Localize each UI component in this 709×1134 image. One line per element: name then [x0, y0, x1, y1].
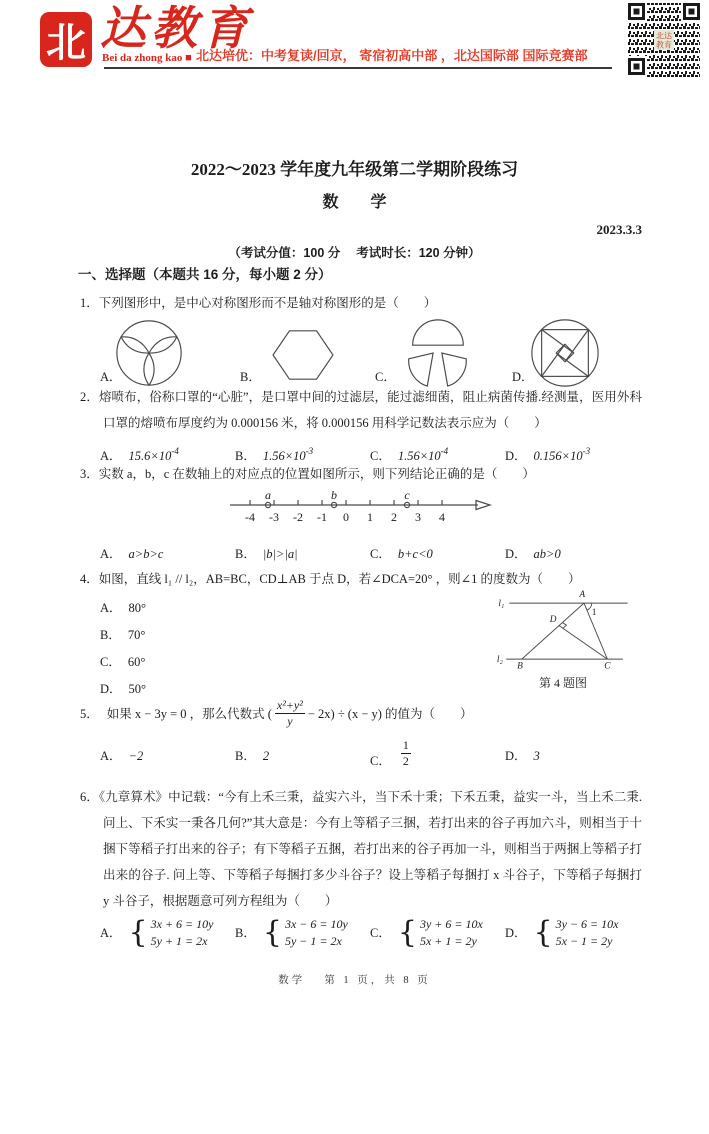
svg-text:4: 4 — [439, 510, 445, 524]
svg-text:b: b — [331, 488, 337, 502]
brand-seal-logo — [40, 12, 92, 67]
question-6-stem: 6．《九章算术》中记载：“今有上禾三秉，益实六斗，当下禾十秉；下禾五秉，益实一斗，当上禾二秉. 问上、下禾实一秉各几何?”其大意是：今有上等稻子三捆，若打出来的谷子再加六斗，则相当于十捆下等稻子打出来的谷子；有下等稻子五捆，若打出来的谷子再加一斗，则相当于两捆上等稻子打出来的谷子. 问上等、下等稻子每捆打多少斗谷子？设上等稻子每捆打 x 斗谷子，下等稻子每捆打 y 斗谷子，根据题意可列方程组为（ ） — [80, 790, 642, 908]
paper-title: 2022～2023 学年度九年级第二学期阶段练习 — [190, 160, 519, 179]
question-number: 1． — [80, 296, 99, 310]
question-number: 5． — [80, 706, 99, 721]
seal-character: 北 — [46, 19, 86, 66]
question-1-stem: 1．下列图形中，是中心对称图形而不是轴对称图形的是（ ） — [80, 296, 437, 310]
option-d: D． ab>0 — [505, 547, 561, 561]
option-c-label: C． — [375, 370, 396, 384]
option-b: B． { 3x − 6 = 10y 5y − 1 = 2x — [235, 915, 348, 950]
option-d: D． $0.156\times 10^{-3}$ — [505, 446, 591, 464]
option-c: C． $1.56\times 10^{-4}$ — [370, 446, 449, 464]
option-d-label: D． — [512, 370, 534, 384]
section-heading: 一、选择题（本题共 16 分，每小题 2 分） — [78, 267, 332, 282]
brand-tagline: 北达培优：中考复读/回京， 寄宿初高中部 ，北达国际部 国际竞赛部 — [196, 48, 588, 63]
question-5-options — [80, 738, 642, 777]
question-6 — [80, 784, 642, 958]
parallel-lines-triangle-figure — [478, 586, 648, 670]
svg-text:c: c — [404, 488, 410, 502]
question-2-stem: 2．熔喷布，俗称口罩的“心脏”，是口罩中间的过滤层，能过滤细菌，阻止病菌传播.经测量，医用外科口罩的熔喷布厚度约为 0.000156 米，将 0.000156 用科学记数法表示应为（ ） — [80, 390, 642, 430]
option-a: A． a>b>c — [100, 547, 164, 561]
svg-text:教育: 教育 — [656, 40, 672, 50]
svg-text:B: B — [517, 661, 523, 672]
option-a-label: A． — [100, 370, 122, 384]
fraction: $\frac{\text{x²+y²}}{y}$ — [276, 698, 303, 728]
option-b: B． 2 — [235, 749, 270, 763]
paper-date: 2023.3.3 — [596, 222, 642, 237]
svg-text:3: 3 — [415, 510, 421, 524]
question-6-options — [80, 916, 642, 958]
question-number: 3． — [80, 467, 99, 481]
question-2 — [80, 384, 642, 463]
number-line-figure — [226, 488, 496, 533]
pinwheel-in-circle-figure — [528, 316, 602, 390]
svg-text:2: 2 — [391, 510, 397, 524]
question-4-stem: 4．如图，直线 l₁ // l₂，AB=BC，CD⊥AB 于点 D，若∠DCA=20° ，则∠1 的度数为（ ） — [80, 572, 581, 586]
question-3-stem: 3．实数 a，b，c 在数轴上的对应点的位置如图所示，则下列结论正确的是（ ） — [80, 467, 535, 481]
svg-text:D: D — [549, 614, 557, 625]
option-a: A． −2 — [100, 749, 144, 763]
option-d: D． 50° — [100, 682, 147, 696]
brand-romanized: Bei da zhong kao ■ — [102, 52, 192, 64]
brace-symbol: { — [397, 915, 417, 950]
option-c: C． 60° — [100, 655, 146, 669]
option-a: A． { 3x + 6 = 10y 5y + 1 = 2x — [100, 915, 214, 950]
brace-symbol: { — [533, 915, 553, 950]
qr-center-badge — [654, 30, 674, 50]
header-divider — [104, 67, 612, 69]
fraction: $\frac{1}{2}$ — [402, 738, 409, 768]
svg-text:-3: -3 — [269, 510, 279, 524]
option-a: A． 80° — [100, 601, 147, 615]
option-b: B． 70° — [100, 628, 146, 642]
exam-info: （考试分值：100 分 考试时长：120 分钟） — [228, 246, 481, 260]
question-number: 6． — [80, 790, 99, 804]
qr-code-icon — [627, 2, 701, 78]
svg-text:1: 1 — [591, 607, 597, 618]
brace-symbol: { — [262, 915, 282, 950]
svg-text:l₂: l₂ — [496, 655, 503, 666]
svg-text:C: C — [604, 661, 611, 672]
paper-subject: 数 学 — [322, 194, 395, 211]
option-b-label: B． — [240, 370, 261, 384]
question-1-figures — [80, 318, 642, 390]
option-b: B． $1.56\times 10^{-3}$ — [235, 446, 314, 464]
svg-text:-1: -1 — [317, 510, 327, 524]
svg-text:1: 1 — [367, 510, 373, 524]
question-number: 4． — [80, 572, 99, 586]
question-5-stem: 5． 如果 x − 3y = 0 ，那么代数式 ( $\frac{\text{x²+y²}}{y}$ − 2x) ÷ (x − y) 的值为（ ） — [80, 698, 473, 728]
svg-text:-4: -4 — [245, 510, 255, 524]
hexagon-figure — [268, 326, 338, 384]
brand-name: 达教育 — [100, 1, 253, 55]
question-4 — [80, 566, 642, 698]
split-circle-figure — [400, 316, 474, 390]
svg-text:北达: 北达 — [656, 31, 672, 41]
question-2-options — [80, 439, 642, 463]
figure-caption: 第 4 题图 — [538, 676, 587, 690]
question-5 — [80, 698, 642, 777]
option-d: D． { 3y − 6 = 10x 5x − 1 = 2y — [505, 915, 619, 950]
trefoil-in-circle-figure — [112, 316, 186, 390]
option-b: B． |b|>|a| — [235, 547, 298, 561]
option-d: D． 3 — [505, 749, 540, 763]
svg-text:-2: -2 — [293, 510, 303, 524]
option-c: C． $\frac{1}{2}$ — [370, 738, 409, 768]
svg-text:l₁: l₁ — [498, 599, 505, 610]
question-3-options — [80, 541, 642, 565]
brace-symbol: { — [128, 915, 148, 950]
option-c: C． b+c<0 — [370, 547, 433, 561]
option-a: A． $15.6\times 10^{-4}$ — [100, 446, 179, 464]
option-c: C． { 3y + 6 = 10x 5x + 1 = 2y — [370, 915, 483, 950]
svg-text:a: a — [265, 488, 271, 502]
page-footer: 数学 第 1 页，共 8 页 — [278, 975, 431, 986]
question-1 — [80, 290, 642, 390]
svg-text:A: A — [579, 589, 586, 600]
question-number: 2． — [80, 390, 99, 404]
question-3 — [80, 461, 642, 565]
svg-text:0: 0 — [343, 510, 349, 524]
